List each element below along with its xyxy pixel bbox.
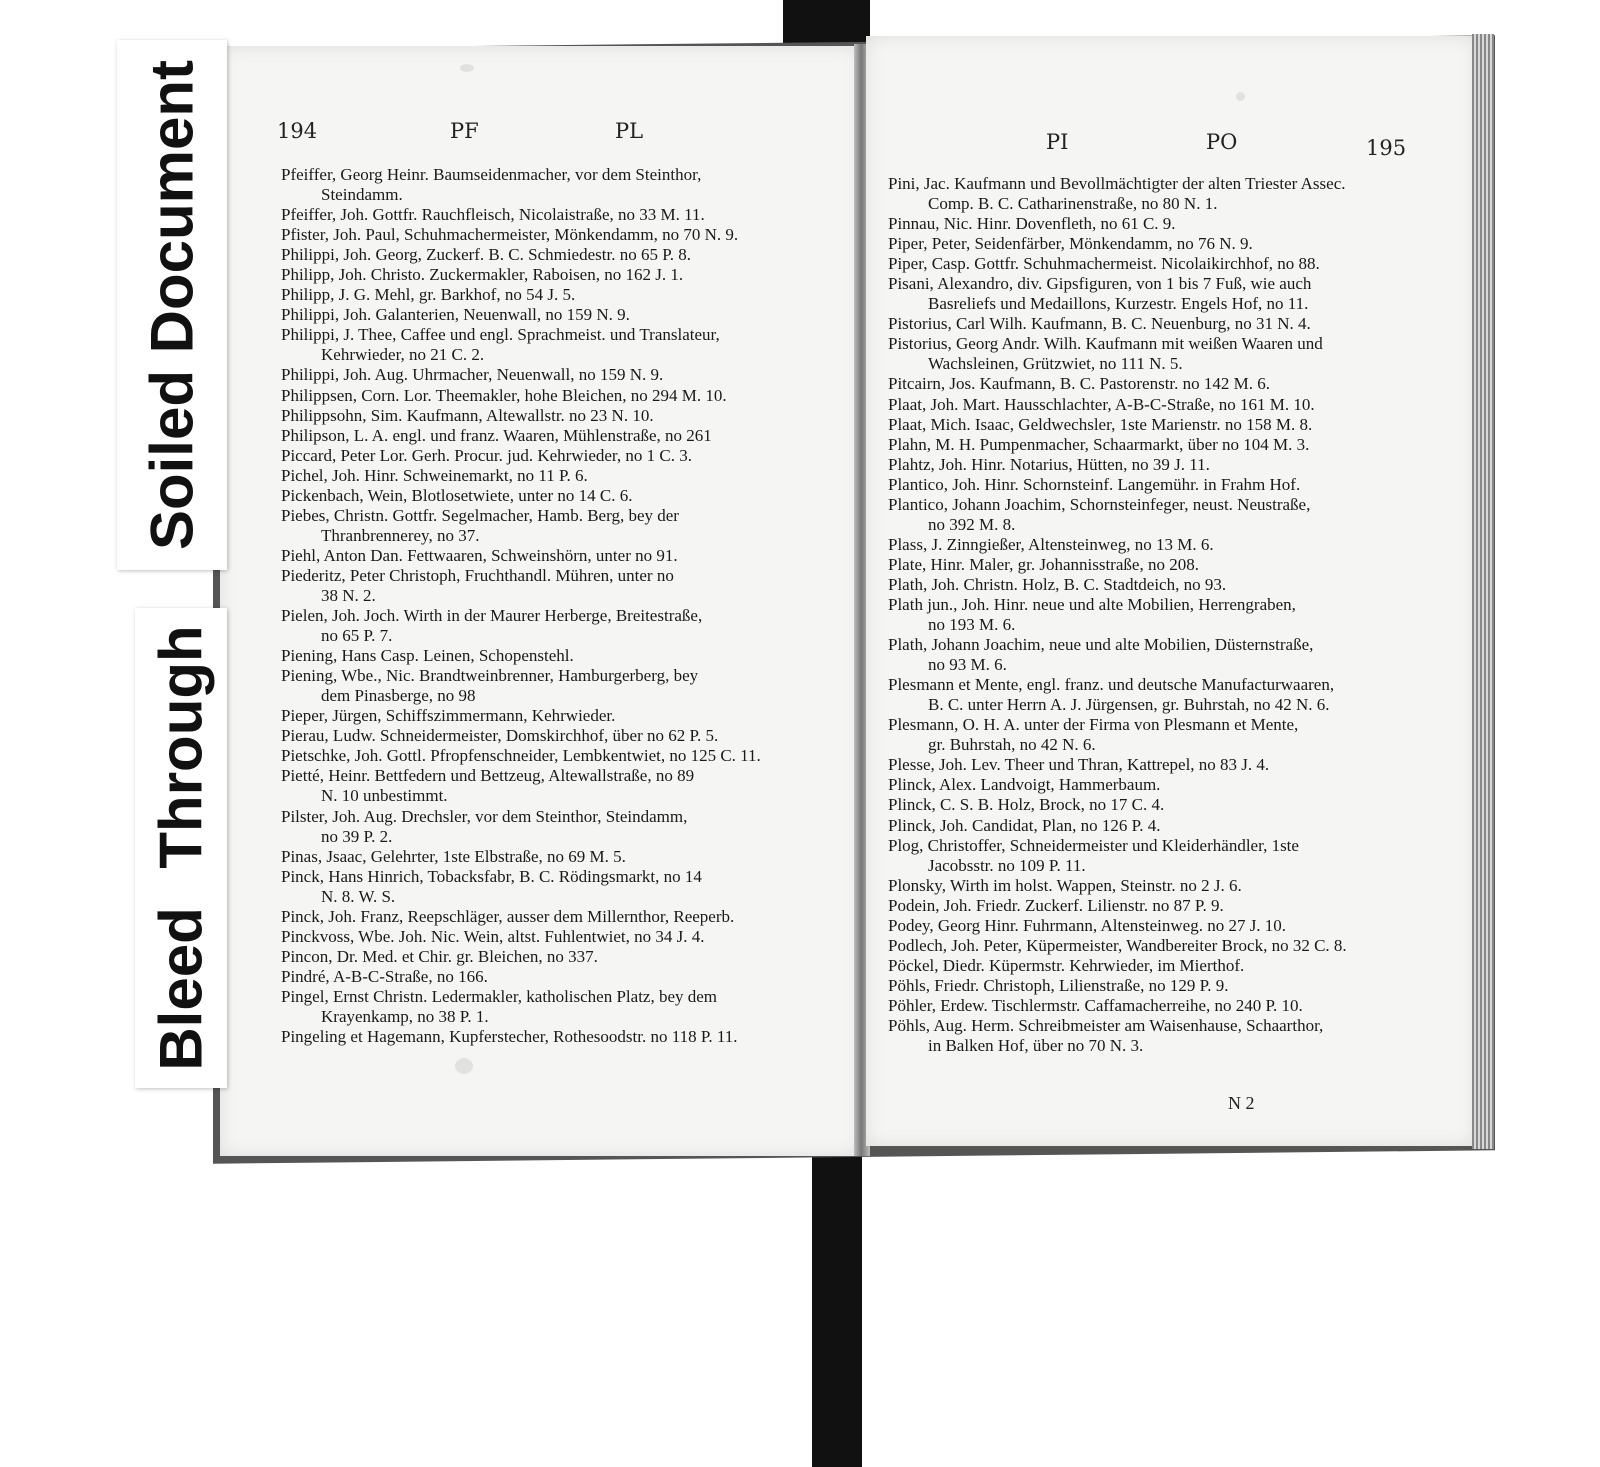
entry-line: Comp. B. C. Catharinenstraße, no 80 N. 1. — [928, 194, 1218, 214]
entry-line: Philippi, J. Thee, Caffee und engl. Sprachmeist. und Translateur, — [281, 325, 720, 345]
entry-line: Plog, Christoffer, Schneidermeister und Kleiderhändler, 1ste — [888, 835, 1299, 855]
entry-line: Pfeiffer, Joh. Gottfr. Rauchfleisch, Nicolaistraße, no 33 M. 11. — [281, 205, 705, 225]
entry-line: Pinck, Joh. Franz, Reepschläger, ausser dem Millernthor, Reeperb. — [281, 906, 735, 926]
entry-line: Pöckel, Diedr. Küpermstr. Kehrwieder, im Mierthof. — [888, 955, 1245, 975]
soiled-document-label: Soiled Document — [138, 59, 206, 551]
entry-line: Pindré, A-B-C-Straße, no 166. — [281, 966, 488, 986]
entry-line: Pinck, Hans Hinrich, Tobacksfabr, B. C. Rödingsmarkt, no 14 — [281, 866, 702, 886]
entry-line: Plesmann et Mente, engl. franz. und deutsche Manufacturwaaren, — [888, 675, 1335, 695]
entry-line: Jacobsstr. no 109 P. 11. — [928, 855, 1086, 875]
bleed-through-tag — [135, 608, 227, 1088]
entry-line: Pincon, Dr. Med. et Chir. gr. Bleichen, no 337. — [281, 946, 598, 966]
entry-line: Piebes, Christn. Gottfr. Segelmacher, Hamb. Berg, bey der — [281, 505, 679, 525]
entry-line: Pieper, Jürgen, Schiffszimmermann, Kehrwieder. — [281, 706, 616, 726]
entry-line: Plaat, Joh. Mart. Hausschlachter, A-B-C-Straße, no 161 M. 10. — [888, 394, 1315, 414]
entry-line: Steindamm. — [321, 185, 403, 205]
entry-line: no 65 P. 7. — [321, 626, 393, 646]
entry-line: Pini, Jac. Kaufmann und Bevollmächtigter der alten Triester Assec. — [888, 174, 1346, 193]
entry-line: B. C. unter Herrn A. J. Jürgensen, gr. Buhrstah, no 42 N. 6. — [928, 695, 1330, 715]
entry-line: Pinckvoss, Wbe. Joh. Nic. Wein, altst. Fuhlentwiet, no 34 J. 4. — [281, 926, 705, 946]
entry-line: N. 8. W. S. — [321, 886, 396, 906]
entry-line: Philippi, Joh. Aug. Uhrmacher, Neuenwall, no 159 N. 9. — [281, 365, 664, 385]
entry-line: Plinck, Alex. Landvoigt, Hammerbaum. — [888, 775, 1161, 795]
entry-line: Pierau, Ludw. Schneidermeister, Domskirchhof, über no 62 P. 5. — [281, 726, 719, 746]
soil-smudge — [460, 64, 474, 72]
entry-line: Philippi, Joh. Georg, Zuckerf. B. C. Schmiedestr. no 65 P. 8. — [281, 245, 692, 265]
entry-line: in Balken Hof, über no 70 N. 3. — [928, 1036, 1144, 1056]
entry-line: Pickenbach, Wein, Blotlosetwiete, unter no 14 C. 6. — [281, 485, 633, 505]
entry-line: Pistorius, Georg Andr. Wilh. Kaufmann mit weißen Waaren und — [888, 334, 1323, 354]
directory-entries — [281, 165, 826, 1047]
entry-line: Podey, Georg Hinr. Fuhrmann, Altensteinweg. no 27 J. 10. — [888, 915, 1287, 935]
left-page — [220, 46, 860, 1156]
entry-line: Plinck, C. S. B. Holz, Brock, no 17 C. 4. — [888, 795, 1165, 815]
entry-line: Piehl, Anton Dan. Fettwaaren, Schweinshörn, unter no 91. — [281, 545, 678, 565]
entry-line: Plesmann, O. H. A. unter der Firma von Plesmann et Mente, — [888, 715, 1299, 735]
entry-line: Pielen, Joh. Joch. Wirth in der Maurer Herberge, Breitestraße, — [281, 606, 703, 626]
black-strip-bottom — [812, 1150, 862, 1467]
entry-line: Pfister, Joh. Paul, Schuhmachermeister, Mönkendamm, no 70 N. 9. — [281, 225, 739, 245]
entry-line: Plath, Johann Joachim, neue und alte Mobilien, Düsternstraße, — [888, 635, 1314, 655]
entry-line: Plath, Joh. Christn. Holz, B. C. Stadtdeich, no 93. — [888, 574, 1227, 594]
right-page — [866, 36, 1476, 1146]
entry-line: Philippsen, Corn. Lor. Theemakler, hohe Bleichen, no 294 M. 10. — [281, 385, 727, 405]
entry-line: Piccard, Peter Lor. Gerh. Procur. jud. Kehrwieder, no 1 C. 3. — [281, 445, 692, 465]
entry-line: Thranbrennerey, no 37. — [321, 525, 480, 545]
entry-line: Pingel, Ernst Christn. Ledermakler, katholischen Platz, bey dem — [281, 986, 718, 1006]
entry-line: Philippsohn, Sim. Kaufmann, Altewallstr. no 23 N. 10. — [281, 405, 654, 425]
entry-line: Pfeiffer, Georg Heinr. Baumseidenmacher, vor dem Steinthor, — [281, 165, 702, 184]
soiled-document-tag — [117, 40, 227, 570]
entry-line: Plahtz, Joh. Hinr. Notarius, Hütten, no 39 J. 11. — [888, 454, 1210, 474]
entry-line: Pöhls, Aug. Herm. Schreibmeister am Waisenhause, Schaarthor, — [888, 1015, 1324, 1035]
entry-line: Pilster, Joh. Aug. Drechsler, vor dem Steinthor, Steindamm, — [281, 806, 688, 826]
running-head-right: PL — [615, 119, 644, 143]
running-head-right: PO — [1206, 130, 1238, 154]
entry-line: no 392 M. 8. — [928, 514, 1016, 534]
page-number: 194 — [277, 119, 318, 143]
directory-entries — [888, 174, 1433, 1056]
soil-smudge — [455, 1058, 473, 1074]
entry-line: Basreliefs und Medaillons, Kurzestr. Engels Hof, no 11. — [928, 294, 1309, 314]
entry-line: Plesse, Joh. Lev. Theer und Thran, Kattrepel, no 83 J. 4. — [888, 755, 1270, 775]
entry-line: Piening, Wbe., Nic. Brandtweinbrenner, Hamburgerberg, bey — [281, 666, 699, 686]
entry-line: Pistorius, Carl Wilh. Kaufmann, B. C. Neuenburg, no 31 N. 4. — [888, 314, 1311, 334]
entry-line: Philipp, J. G. Mehl, gr. Barkhof, no 54 J. 5. — [281, 285, 576, 305]
entry-line: Piper, Casp. Gottfr. Schuhmachermeist. Nicolaikirchhof, no 88. — [888, 254, 1320, 274]
page-fore-edge — [1472, 34, 1494, 1149]
entry-line: Plahn, M. H. Pumpenmacher, Schaarmarkt, über no 104 M. 3. — [888, 434, 1310, 454]
entry-line: Pietté, Heinr. Bettfedern und Bettzeug, Altewallstraße, no 89 — [281, 766, 695, 786]
entry-line: Philipp, Joh. Christo. Zuckermakler, Raboisen, no 162 J. 1. — [281, 265, 684, 285]
entry-line: Kehrwieder, no 21 C. 2. — [321, 345, 485, 365]
entry-line: dem Pinasberge, no 98 — [321, 686, 476, 706]
entry-line: Plantico, Joh. Hinr. Schornsteinf. Langemühr. in Frahm Hof. — [888, 474, 1301, 494]
entry-line: 38 N. 2. — [321, 585, 376, 605]
entry-line: Wachsleinen, Grützwiet, no 111 N. 5. — [928, 354, 1183, 374]
bleed-through-label: Bleed Through — [147, 625, 215, 1071]
entry-line: Plinck, Joh. Candidat, Plan, no 126 P. 4. — [888, 815, 1161, 835]
entry-line: no 93 M. 6. — [928, 655, 1007, 675]
entry-line: Plaat, Mich. Isaac, Geldwechsler, 1ste Marienstr. no 158 M. 8. — [888, 414, 1313, 434]
entry-line: Plate, Hinr. Maler, gr. Johannisstraße, no 208. — [888, 554, 1199, 574]
running-head-left: PI — [1046, 130, 1069, 154]
entry-line: Plantico, Johann Joachim, Schornsteinfeger, neust. Neustraße, — [888, 494, 1311, 514]
entry-line: Plonsky, Wirth im holst. Wappen, Steinstr. no 2 J. 6. — [888, 875, 1242, 895]
entry-line: Pichel, Joh. Hinr. Schweinemarkt, no 11 P. 6. — [281, 465, 588, 485]
entry-line: Piper, Peter, Seidenfärber, Mönkendamm, no 76 N. 9. — [888, 234, 1253, 254]
entry-line: Piening, Hans Casp. Leinen, Schopenstehl. — [281, 646, 574, 666]
entry-line: Pitcairn, Jos. Kaufmann, B. C. Pastorenstr. no 142 M. 6. — [888, 374, 1271, 394]
entry-line: Philipson, L. A. engl. und franz. Waaren, Mühlenstraße, no 261 — [281, 425, 712, 445]
entry-line: Pinnau, Nic. Hinr. Dovenfleth, no 61 C. 9. — [888, 214, 1176, 234]
entry-line: no 39 P. 2. — [321, 826, 393, 846]
entry-line: Pinas, Jsaac, Gelehrter, 1ste Elbstraße, no 69 M. 5. — [281, 846, 626, 866]
entry-line: no 193 M. 6. — [928, 615, 1016, 635]
page-number: 195 — [1366, 136, 1407, 160]
entry-line: Philippi, Joh. Galanterien, Neuenwall, no 159 N. 9. — [281, 305, 630, 325]
entry-line: N. 10 unbestimmt. — [321, 786, 448, 806]
signature-mark: N 2 — [1228, 1093, 1255, 1113]
entry-line: Pöhler, Erdew. Tischlermstr. Caffamacherreihe, no 240 P. 10. — [888, 995, 1303, 1015]
entry-line: Podlech, Joh. Peter, Küpermeister, Wandbereiter Brock, no 32 C. 8. — [888, 935, 1347, 955]
entry-line: gr. Buhrstah, no 42 N. 6. — [928, 735, 1096, 755]
entry-line: Podein, Joh. Friedr. Zuckerf. Lilienstr. no 87 P. 9. — [888, 895, 1224, 915]
entry-line: Plath jun., Joh. Hinr. neue und alte Mobilien, Herrengraben, — [888, 594, 1296, 614]
entry-line: Krayenkamp, no 38 P. 1. — [321, 1006, 489, 1026]
entry-line: Pingeling et Hagemann, Kupferstecher, Rothesoodstr. no 118 P. 11. — [281, 1027, 738, 1047]
entry-line: Piederitz, Peter Christoph, Fruchthandl. Mühren, unter no — [281, 565, 674, 585]
soil-smudge — [1236, 92, 1245, 101]
running-head-left: PF — [450, 119, 479, 143]
entry-line: Pöhls, Friedr. Christoph, Lilienstraße, no 129 P. 9. — [888, 975, 1229, 995]
entry-line: Pisani, Alexandro, div. Gipsfiguren, von 1 bis 7 Fuß, wie auch — [888, 274, 1312, 294]
entry-line: Plass, J. Zinngießer, Altensteinweg, no 13 M. 6. — [888, 534, 1214, 554]
entry-line: Pietschke, Joh. Gottl. Pfropfenschneider, Lembkentwiet, no 125 C. 11. — [281, 746, 761, 766]
